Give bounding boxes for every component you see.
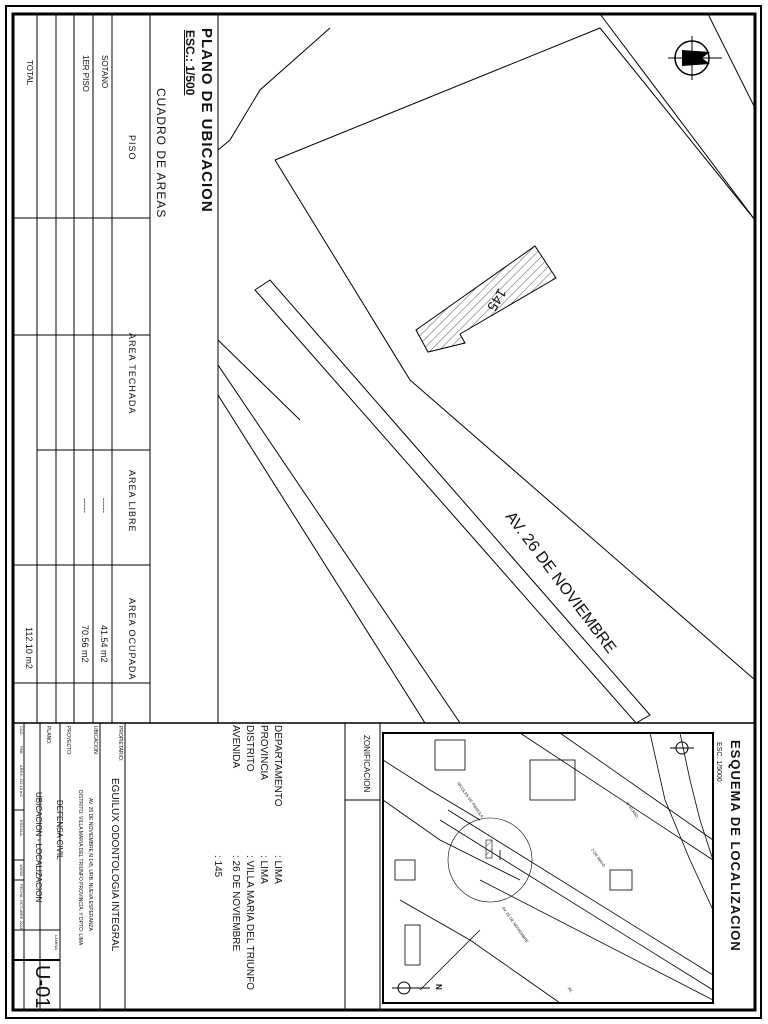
lot-marker — [486, 840, 492, 858]
row-total-ocupada: 112.10 m2 — [24, 627, 34, 669]
info-provincia-label: PROVINCIA — [258, 725, 269, 781]
site-plan — [218, 14, 755, 723]
row-1er-piso: 1ER PISO — [81, 55, 90, 92]
sketch-street-3: 2 DE MAYO — [590, 847, 607, 868]
sheet-label: LAMINA: — [54, 935, 59, 952]
info-number-value: : 145 — [212, 855, 223, 878]
project-label: PROYECTO: — [65, 726, 71, 756]
location-block-grid — [13, 723, 380, 1010]
header-area-ocupada: AREA OCUPADA — [127, 598, 137, 681]
location-label: UBICACION: — [92, 726, 98, 756]
info-departamento-label: DEPARTAMENTO — [272, 725, 283, 807]
escala-label: ESCALA: — [19, 820, 24, 837]
project-value: DEFENSA CIVIL — [55, 800, 64, 860]
sketch-scale: ESC. 1/5000 — [715, 742, 722, 782]
row-total-piso: TOTAL — [25, 60, 34, 86]
sheet-number: U-01 — [31, 965, 53, 1009]
sketch-frame — [383, 733, 713, 1003]
header-piso: PISO — [127, 135, 137, 161]
info-departamento-value: : LIMA — [272, 855, 283, 884]
row-1er-libre: ----- — [99, 498, 109, 513]
plan-label: PLANO: — [45, 726, 51, 745]
zonificacion-label: ZONIFICACION — [362, 735, 371, 793]
street-label: AV. 26 DE NOVIEMBRE — [501, 508, 620, 657]
cad-value: PAB — [19, 746, 24, 754]
info-avenida-value: : 26 DE NOVIEMBRE — [230, 855, 241, 952]
info-distrito-label: DISTRITO — [244, 725, 255, 772]
area-small: AREA: 112.10 m2 — [19, 765, 24, 797]
sketch-street-1: AV. 26 DE NOVIEMBRE — [500, 905, 530, 944]
row-sotano-piso: SOTANO — [100, 55, 109, 89]
sketch-north-icon — [392, 742, 694, 994]
owner-value: EGUILUX ODONTOLOGIA INTEGRAL — [109, 778, 120, 952]
cad-label: CAD: — [19, 726, 24, 736]
areas-table-grid — [13, 14, 755, 723]
info-distrito-value: : VILLA MARIA DEL TRIUNFO — [244, 855, 255, 991]
header-area-techada: AREA TECHADA — [127, 333, 137, 415]
areas-table-title: CUADRO DE AREAS — [154, 88, 168, 219]
lot-145-building — [416, 246, 556, 352]
plan-value: UBICACION - LOCALIZACION — [34, 792, 43, 903]
address-line-1: AV. 26 DE NOVIEMBRE N 145, URB. NUEVA ESPERANZA — [87, 798, 93, 932]
lot-highlight-circle — [448, 818, 532, 902]
sketch-title: ESQUEMA DE LOCALIZACION — [728, 740, 743, 952]
lot-number-label: 145 — [484, 285, 510, 315]
row-sotano-ocupada: 41.54 m2 — [99, 625, 109, 663]
header-area-libre: AREA LIBRE — [127, 470, 137, 533]
address-line-2: DISTRITO: VILLA MARIA DEL TRIUNFO PROVINCIA: Y DPTO: LIMA — [77, 790, 83, 946]
owner-label: PROPIETARIO: — [117, 726, 123, 762]
sketch-north-letter: N — [434, 984, 443, 990]
info-avenida-label: AVENIDA — [230, 725, 241, 769]
escala-value: 1/5000 — [19, 864, 24, 877]
sketch-streets — [383, 733, 713, 1003]
info-provincia-value: : LIMA — [258, 855, 269, 884]
north-arrow-icon — [668, 36, 722, 80]
plan-title: PLANO DE UBICACION — [198, 28, 215, 213]
row-extra-libre: ----- — [80, 498, 90, 513]
sketch-street-4: S. ELAND — [625, 800, 640, 819]
sketch-street-2: NICOLAS DE PIEROLA — [456, 780, 485, 819]
fecha-small: FECHA: OCTUBRE 2024 — [19, 884, 24, 930]
plan-scale: ESC.: 1/500 — [183, 30, 197, 96]
sketch-street-5: AV. — [566, 985, 575, 994]
row-1er-ocupada: 70.56 m2 — [80, 625, 90, 663]
